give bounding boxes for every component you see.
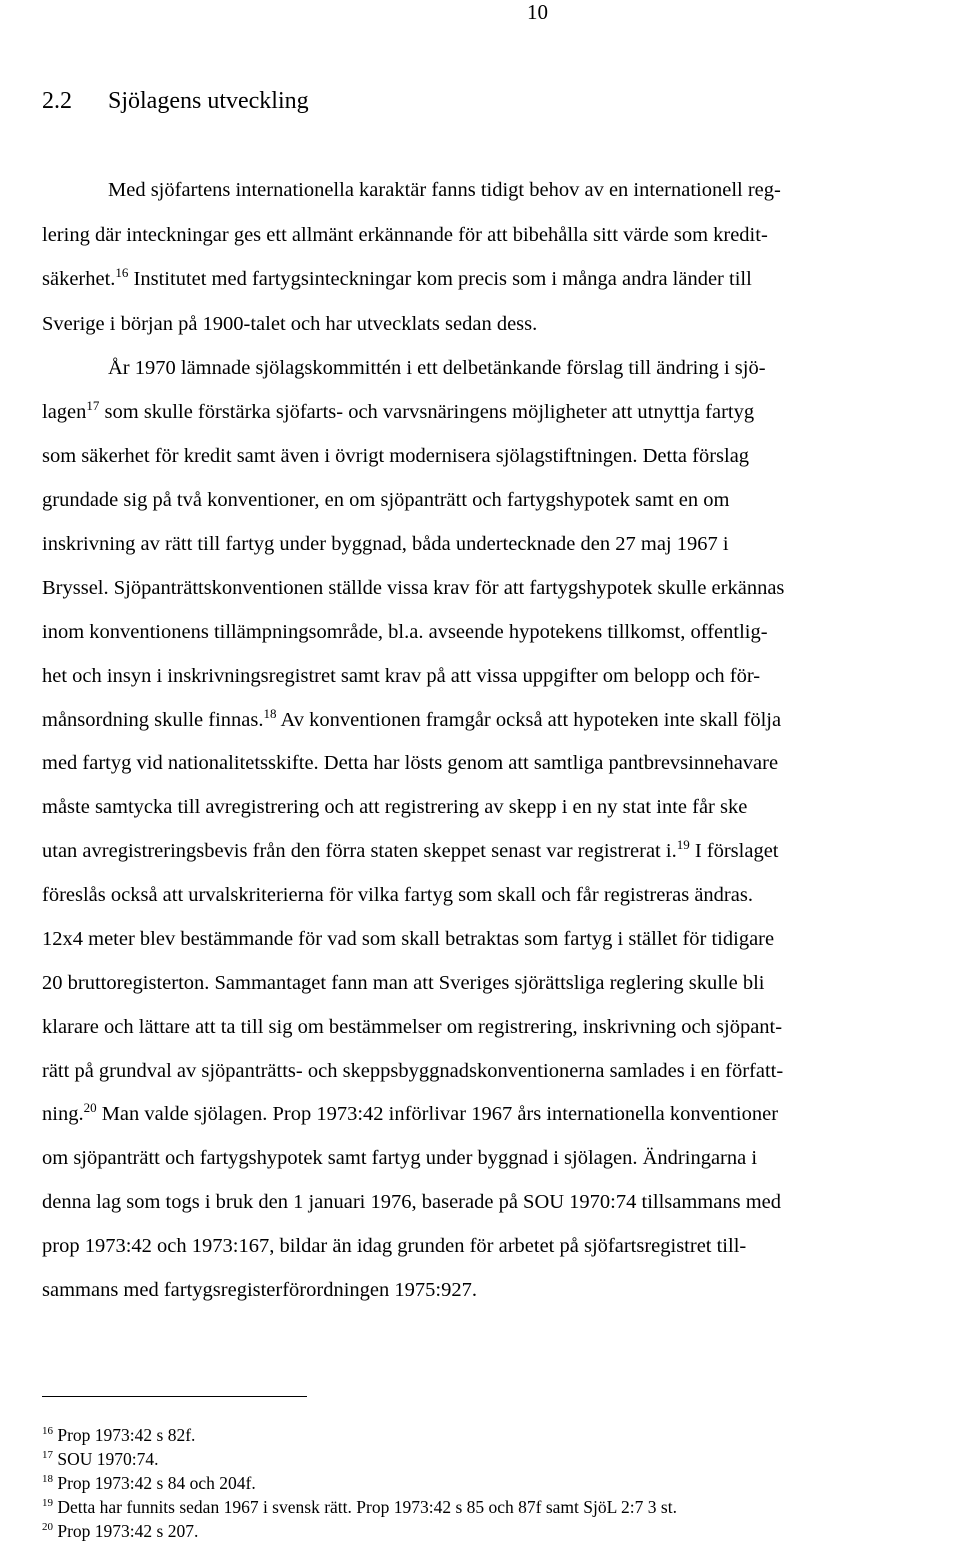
text-line: med fartyg vid nationalitetsskifte. Detta har lösts genom att samtliga pantbrevsinnehavare (42, 752, 779, 774)
text-line: lagen$^{17}$ som skulle förstärka sjöfarts- och varvsnäringens möjligheter att utnyttja fartyg (42, 398, 755, 423)
section-heading (42, 86, 309, 116)
text-line: föreslås också att urvalskriterierna för vilka fartyg som skall och får registreras ändras. (42, 884, 753, 906)
footnote-number: 19 (42, 1497, 53, 1509)
section-title: Sjölagens utveckling (108, 88, 309, 114)
text-line: utan avregistreringsbevis från den förra staten skeppet senast var registrerat i.$^{19}$ I förslaget (42, 837, 779, 862)
text-line: rätt på grundval av sjöpanträtts- och skeppsbyggnadskonventionerna samlades i en författ- (42, 1060, 784, 1082)
footnote-number: 17 (42, 1449, 53, 1461)
text-line: måste samtycka till avregistrering och att registrering av skepp i en ny stat inte får ske (42, 796, 748, 818)
footnote: $^{19}$ Detta har funnits sedan 1967 i svensk rätt. Prop 1973:42 s 85 och 87f samt SjöL 2:7 3 st. (42, 1497, 677, 1517)
text-line: säkerhet.$^{16}$ Institutet med fartygsinteckningar kom precis som i många andra länder till (42, 265, 752, 290)
text-line: månsordning skulle finnas.$^{18}$ Av konventionen framgår också att hypoteken inte skall följa (42, 706, 782, 731)
text-line: sammans med fartygsregisterförordningen 1975:927. (42, 1279, 477, 1301)
footnote-number: 20 (42, 1521, 53, 1533)
footnote-separator (42, 1396, 307, 1397)
footnote: $^{18}$ Prop 1973:42 s 84 och 204f. (42, 1473, 256, 1493)
text-line: om sjöpanträtt och fartygshypotek samt fartyg under byggnad i sjölagen. Ändringarna i (42, 1147, 758, 1169)
text-line: 12x4 meter blev bestämmande för vad som skall betraktas som fartyg i stället för tidigare (42, 928, 775, 950)
footnote-ref: 17 (86, 398, 100, 413)
page-number: 10 (527, 0, 548, 24)
footnote-number: 16 (42, 1425, 53, 1437)
text-line: denna lag som togs i bruk den 1 januari 1976, baserade på SOU 1970:74 tillsammans med (42, 1191, 782, 1213)
text-line: klarare och lättare att ta till sig om bestämmelser om registrering, inskrivning och sjöpant- (42, 1016, 783, 1038)
text-line: inom konventionens tillämpningsområde, bl.a. avseende hypotekens tillkomst, offentlig- (42, 621, 768, 643)
text-line: Bryssel. Sjöpanträttskonventionen ställde vissa krav för att fartygshypotek skulle erkännas (42, 577, 785, 599)
text-line: År 1970 lämnade sjölagskommittén i ett delbetänkande förslag till ändring i sjö- (108, 357, 766, 379)
text-line: lering där inteckningar ges ett allmänt erkännande för att bibehålla sitt värde som kredit- (42, 224, 768, 246)
footnote: $^{17}$ SOU 1970:74. (42, 1449, 159, 1469)
footnote-ref: 19 (676, 837, 690, 852)
footnote-ref: 18 (263, 706, 277, 721)
text-line: Sverige i början på 1900-talet och har utvecklats sedan dess. (42, 313, 538, 335)
text-line: ning.$^{20}$ Man valde sjölagen. Prop 1973:42 införlivar 1967 års internationella konventioner (42, 1100, 779, 1125)
text-line: inskrivning av rätt till fartyg under byggnad, båda undertecknade den 27 maj 1967 i (42, 533, 729, 555)
text-line: som säkerhet för kredit samt även i övrigt modernisera sjölagstiftningen. Detta förslag (42, 445, 750, 467)
section-number: 2.2 (42, 88, 72, 114)
footnote-ref: 20 (83, 1100, 97, 1115)
footnote-ref: 16 (115, 265, 129, 280)
text-line: grundade sig på två konventioner, en om sjöpanträtt och fartygshypotek samt en om (42, 489, 730, 511)
text-line: prop 1973:42 och 1973:167, bildar än idag grunden för arbetet på sjöfartsregistret till- (42, 1235, 747, 1257)
footnote: $^{20}$ Prop 1973:42 s 207. (42, 1521, 199, 1541)
footnote: $^{16}$ Prop 1973:42 s 82f. (42, 1425, 196, 1445)
text-line: 20 bruttoregisterton. Sammantaget fann man att Sveriges sjörättsliga reglering skulle bli (42, 972, 765, 994)
text-line: Med sjöfartens internationella karaktär fanns tidigt behov av en internationell reg- (108, 179, 781, 201)
text-line: het och insyn i inskrivningsregistret samt krav på att vissa uppgifter om belopp och för- (42, 665, 761, 687)
footnote-number: 18 (42, 1473, 53, 1485)
